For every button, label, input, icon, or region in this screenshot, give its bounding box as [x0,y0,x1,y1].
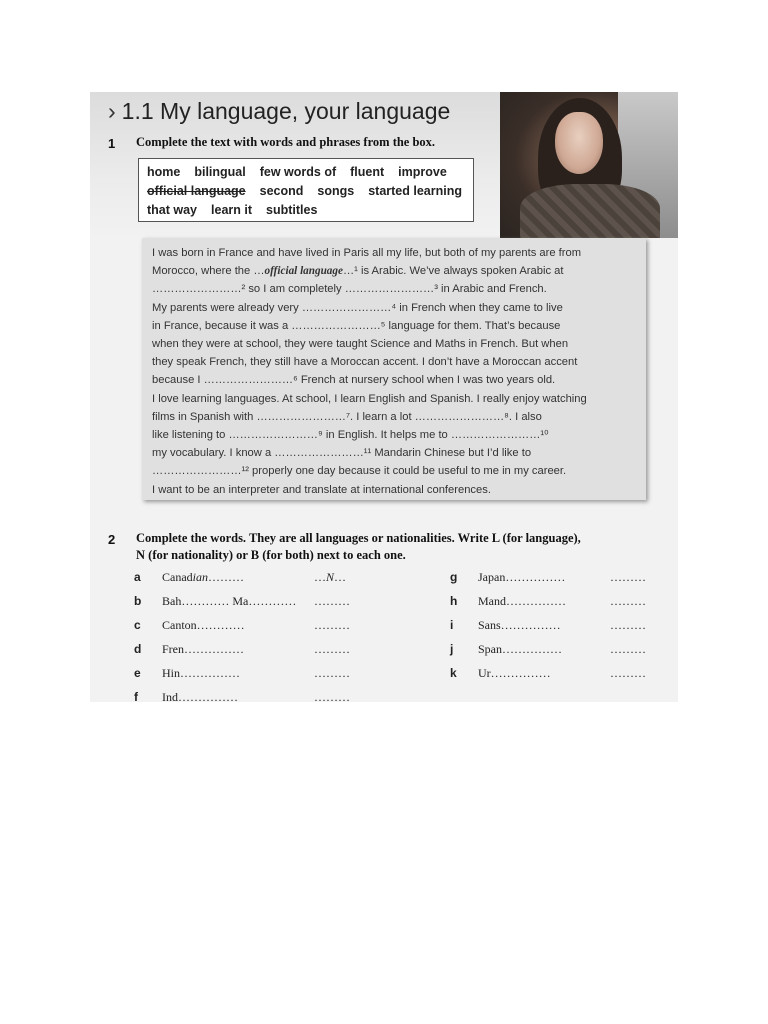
passage-line-1: I was born in France and have lived in Paris all my life, but both of my parents are from [152,247,582,259]
item-letter: j [450,642,454,656]
item-answer: ……… [314,690,350,702]
item-letter: k [450,666,457,680]
chevron-icon: › [108,98,116,124]
question-2-instruction [136,530,581,564]
word-box-row-1 [147,163,465,182]
question-2-instruction-line-1: Complete the words. They are all languages or nationalities. Write L (for language), [136,531,581,545]
page-title [108,98,450,125]
passage-line-2 [152,262,636,280]
item-answer: ……… [610,666,646,680]
passage-line-13: ……………………¹² properly one day because it could be useful to me in my career. [152,465,567,478]
item-answer: ……… [314,618,350,632]
item-word: Japan…………… [478,570,566,584]
word-started-learning: started learning [368,184,462,198]
passage-line-7: they speak French, they still have a Moroccan accent. I don’t have a Moroccan accent [152,356,578,369]
item-answer-suffix: … [334,570,347,584]
word-home: home [147,165,181,179]
item-letter: b [134,594,142,608]
passage-line-8: because I ……………………⁶ French at nursery school when I was two years old. [152,374,556,387]
word-box-row-2 [147,182,465,201]
word-improve: improve [398,165,447,179]
item-word: Canton………… [162,618,245,632]
item-letter: a [134,570,141,584]
item-answer: ……… [314,666,350,680]
item-word: Ur…………… [478,666,551,680]
item-answer: ……… [610,618,646,632]
item-word: Span…………… [478,642,562,656]
passage-line-12: my vocabulary. I know a ……………………¹¹ Mandarin Chinese but I’d like to [152,447,532,460]
item-letter: g [450,570,458,584]
passage-line-2-start: Morocco, where the … [152,265,265,278]
title-text: 1.1 My language, your language [121,98,451,124]
word-second: second [259,184,304,198]
woman-photo [500,92,678,238]
item-letter: d [134,642,142,656]
question-1-number: 1 [108,136,116,151]
passage-line-10: films in Spanish with ……………………⁷. I learn a lot ……………………⁸. I also [152,410,542,423]
item-letter: f [134,690,138,702]
photo-face [555,112,603,174]
word-few-words-of: few words of [259,165,337,179]
passage-line-5: in France, because it was a ……………………⁵ language for them. That’s because [152,319,561,332]
item-letter: h [450,594,458,608]
passage-line-9: I love learning languages. At school, I learn English and Spanish. I really enjoy watching [152,392,587,405]
passage-line-14: I want to be an interpreter and translate at international conferences. [152,483,491,496]
item-word-prefix: Canad [162,570,193,584]
item-word: Fren…………… [162,642,244,656]
word-box [138,158,474,222]
item-answer-prefix: … [314,570,326,584]
word-songs: songs [317,184,355,198]
item-word: Hin…………… [162,666,240,680]
item-letter: e [134,666,141,680]
item-letter: c [134,618,141,632]
item-answer: ……… [610,594,646,608]
handwritten-suffix: ian [192,570,208,584]
reading-passage [142,238,646,500]
item-word: Bah………… Ma………… [162,594,297,608]
item-letter: i [450,618,454,632]
word-official-language-crossed: official language [147,184,246,198]
word-bilingual: bilingual [194,165,246,179]
word-learn-it: learn it [211,203,253,217]
question-1-instruction: Complete the text with words and phrases from the box. [136,135,436,149]
worksheet-page [90,92,678,702]
item-word-dots: ……… [208,570,244,584]
photo-scarf [520,184,660,238]
question-2-instruction-line-2: N (for nationality) or B (for both) next to each one. [136,548,406,562]
word-subtitles: subtitles [266,203,318,217]
question-2-number: 2 [108,532,116,547]
item-word: Sans…………… [478,618,561,632]
item-word [162,570,244,585]
word-fluent: fluent [350,165,385,179]
word-that-way: that way [147,203,198,217]
passage-line-4: My parents were already very ……………………⁴ in French when they came to live [152,301,563,314]
handwritten-answer-1: official language [264,265,343,278]
item-answer: ……… [610,570,646,584]
item-answer: ……… [314,642,350,656]
passage-line-11: like listening to ……………………⁹ in English. It helps me to ……………………¹⁰ [152,429,549,442]
item-answer [314,570,346,585]
item-word: Mand…………… [478,594,566,608]
item-answer: ……… [314,594,350,608]
passage-line-2-end: …¹ is Arabic. We’ve always spoken Arabic at [342,265,564,278]
handwritten-answer: N [326,570,335,584]
passage-line-6: when they were at school, they were taught Science and Maths in French. But when [152,338,569,351]
item-word: Ind…………… [162,690,238,702]
item-answer: ……… [610,642,646,656]
word-box-row-3 [147,201,465,220]
passage-line-3: ……………………² so I am completely ……………………³ in Arabic and French. [152,283,547,296]
